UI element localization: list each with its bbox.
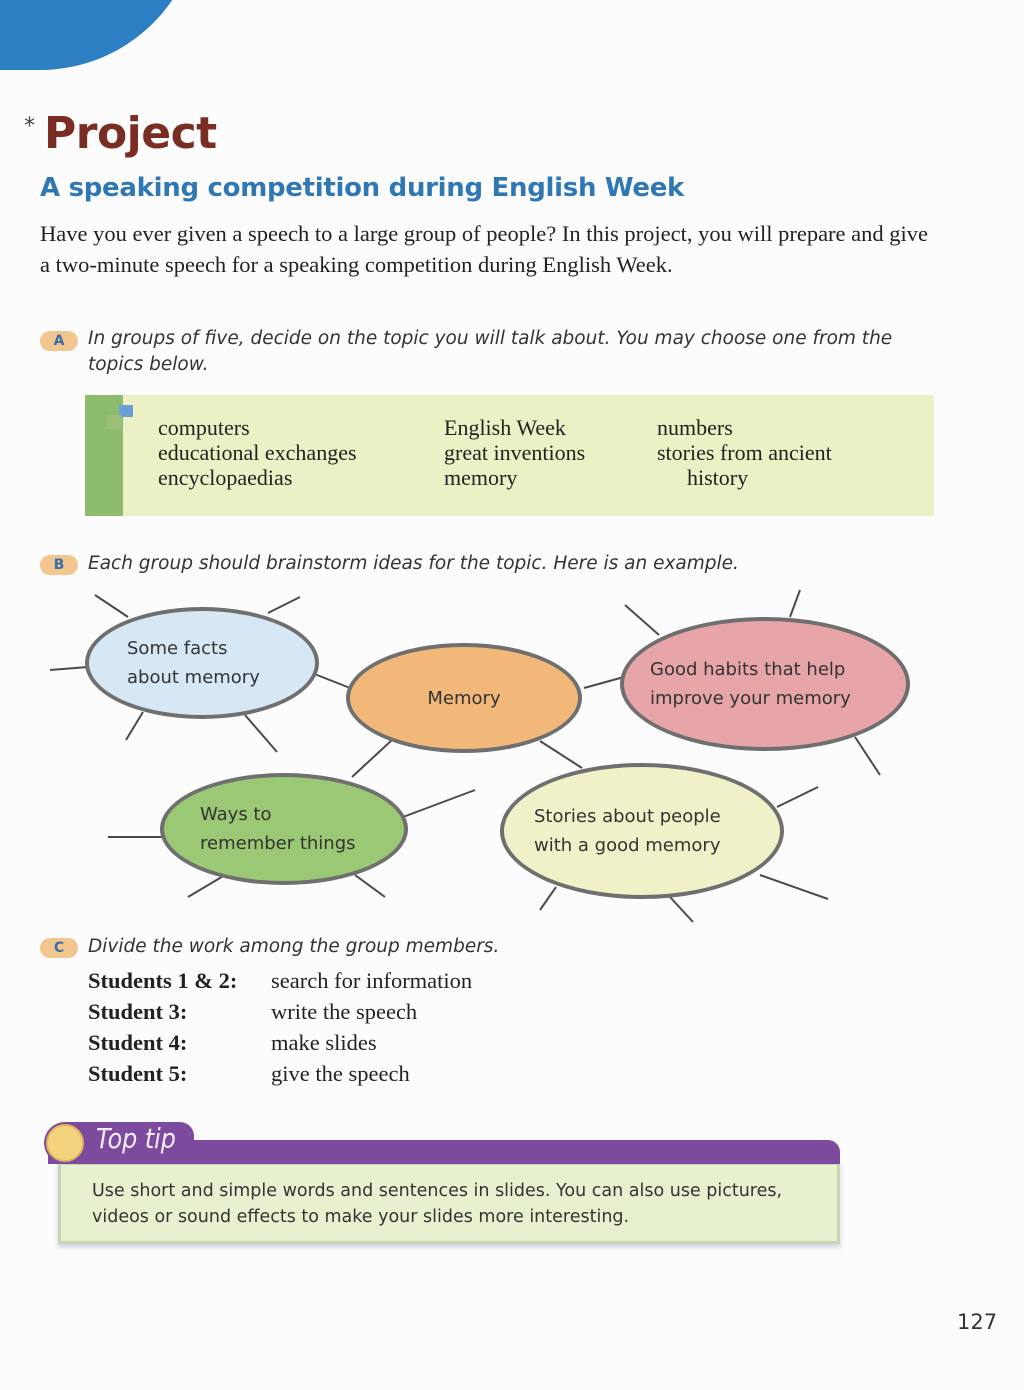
bubble-ways xyxy=(160,773,408,885)
topic-item: memory xyxy=(444,465,518,490)
bubble-facts-line: Some facts xyxy=(127,638,228,659)
bubble-facts-line: about memory xyxy=(127,667,260,688)
assignment-task: write the speech xyxy=(271,999,418,1024)
topics-column-2 xyxy=(444,415,585,490)
topics-icon xyxy=(107,405,133,431)
topic-item: history xyxy=(687,465,749,490)
assignment-who: Students 1 & 2: xyxy=(88,968,238,993)
bubble-habits xyxy=(620,617,910,751)
step-c-badge: C xyxy=(40,938,78,958)
mind-map xyxy=(0,585,1024,925)
bubble-center xyxy=(346,643,582,753)
bubble-habits-line: Good habits that help xyxy=(650,659,846,680)
topic-item: numbers xyxy=(657,415,733,440)
page-title: Project xyxy=(44,108,217,159)
bubble-center-label: Memory xyxy=(427,687,501,709)
assignment-task: search for information xyxy=(271,968,473,993)
assignment-who: Student 5: xyxy=(88,1061,188,1086)
step-a-instruction: In groups of five, decide on the topic you will talk about. You may choose one from the topics below. xyxy=(88,328,893,375)
topic-item: stories from ancient xyxy=(657,440,832,465)
step-c-instruction: Divide the work among the group members. xyxy=(88,936,500,957)
topics-box xyxy=(85,395,934,516)
bubble-habits-line: improve your memory xyxy=(650,688,851,709)
topic-item: great inventions xyxy=(444,440,586,465)
intro-paragraph: Have you ever given a speech to a large group of people? In this project, you will prepare and give a two-minute speech for a speaking competition during English Week. xyxy=(40,221,929,277)
assignment-task: give the speech xyxy=(271,1061,410,1086)
assignment-who: Student 3: xyxy=(88,999,188,1024)
topics-column-1 xyxy=(158,415,357,490)
topics-column-3 xyxy=(657,415,832,490)
corner-decoration xyxy=(0,0,200,70)
bubble-facts xyxy=(85,607,319,719)
step-b-badge: B xyxy=(40,555,78,575)
topic-item: computers xyxy=(158,415,250,440)
bubble-stories xyxy=(500,763,784,899)
subtitle: A speaking competition during English Week xyxy=(40,173,685,203)
page-number: 127 xyxy=(957,1310,998,1334)
topic-item: educational exchanges xyxy=(158,440,357,465)
bubble-ways-line: Ways to xyxy=(200,804,272,825)
bubble-stories-line: with a good memory xyxy=(534,835,721,856)
top-tip-title: Top tip xyxy=(96,1122,176,1155)
step-b-instruction: Each group should brainstorm ideas for the topic. Here is an example. xyxy=(88,553,739,574)
bubble-stories-line: Stories about people xyxy=(534,806,721,827)
assignment-task: make slides xyxy=(271,1030,377,1055)
assignment-who: Student 4: xyxy=(88,1030,188,1055)
topic-item: encyclopaedias xyxy=(158,465,293,490)
step-a-badge: A xyxy=(40,331,78,351)
top-tip-text: Use short and simple words and sentences in slides. You can also use pictures, videos or sound effects to make your slides more interesting. xyxy=(92,1181,783,1227)
bubble-ways-line: remember things xyxy=(200,833,356,854)
lightbulb-icon xyxy=(46,1124,84,1162)
topic-item: English Week xyxy=(444,415,566,440)
asterisk-mark: * xyxy=(24,114,35,139)
